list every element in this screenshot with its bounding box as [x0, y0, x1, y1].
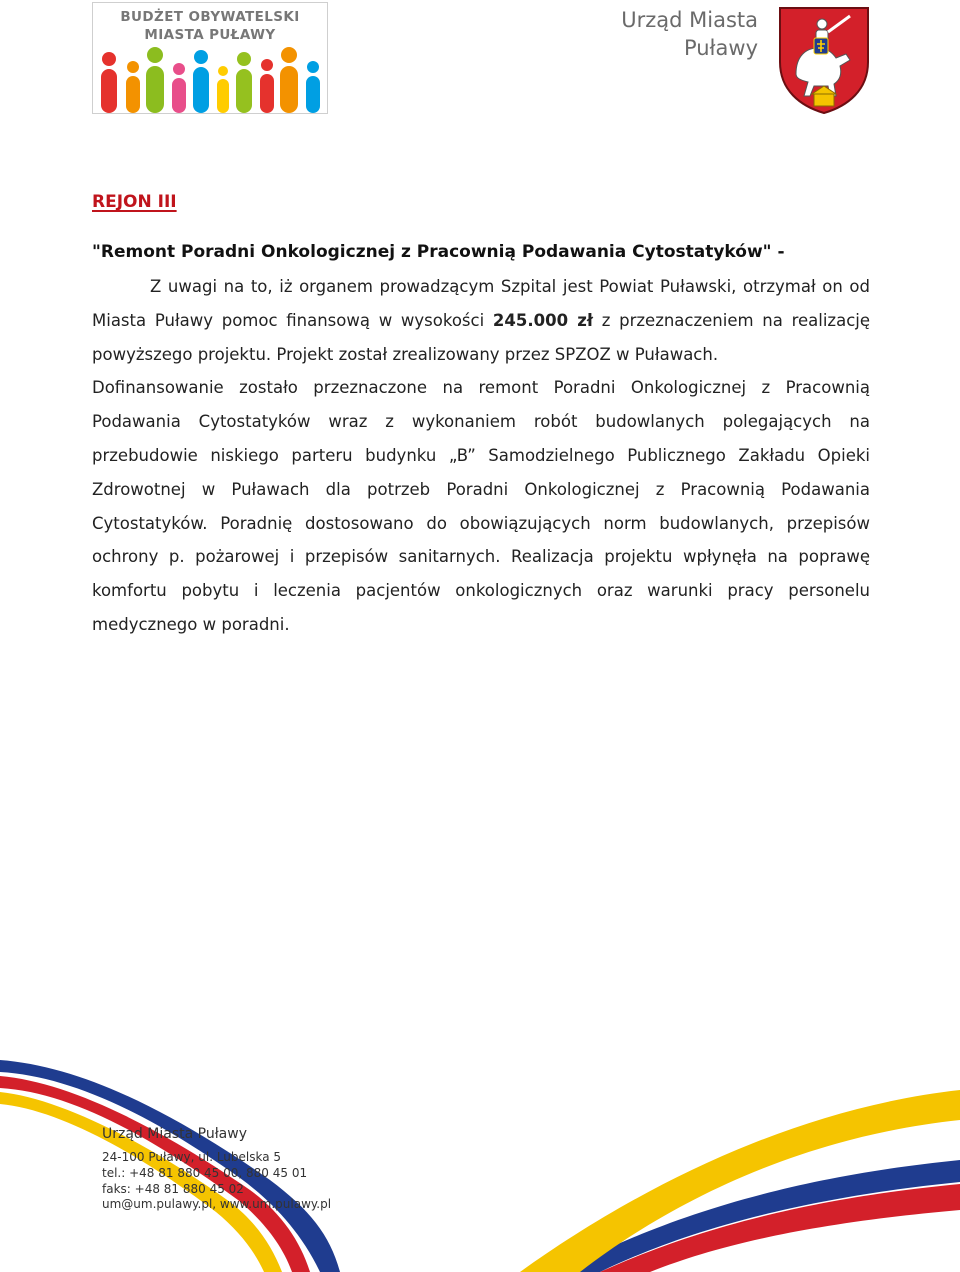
footer-contact	[102, 1124, 442, 1213]
paragraph-funding	[92, 270, 870, 371]
footer-fax: faks: +48 81 880 45 02	[102, 1181, 244, 1196]
budget-logo-line1: BUDŻET OBYWATELSKI	[120, 9, 300, 25]
region-heading: REJON III	[92, 192, 177, 212]
paragraph-funding-text-start: Z uwagi na to, iż organem prowadzącym Szpital jest Powiat Puławski, otrzymał on od Miasta Puławy pomoc finansową w wysokości	[92, 277, 870, 330]
budget-logo	[92, 2, 328, 114]
budget-logo-line2: MIASTA PUŁAWY	[144, 27, 276, 43]
project-title: "Remont Poradni Onkologicznej z Pracownią Podawania Cytostatyków" -	[92, 242, 785, 262]
city-name-line2: Puławy	[683, 36, 758, 60]
city-name	[600, 6, 758, 62]
budget-logo-text	[93, 8, 327, 44]
footer-email-web: um@um.pulawy.pl, www.um.pulawy.pl	[102, 1197, 332, 1212]
footer-address: 24-100 Puławy, ul. Lubelska 5	[102, 1150, 282, 1164]
coat-of-arms-icon	[776, 4, 872, 116]
paragraph-funding-text-end: z przeznaczeniem na realizację powyższego projektu. Projekt został zrealizowany przez SPZOZ w Puławach.	[92, 310, 871, 364]
document-body	[92, 270, 870, 642]
city-name-line1: Urząd Miasta	[621, 8, 758, 32]
footer-phone: tel.: +48 81 880 45 00, 880 45 01	[102, 1165, 308, 1180]
funding-amount: 245.000 zł	[492, 310, 594, 330]
people-figures-graphic	[93, 43, 328, 114]
paragraph-description: Dofinansowanie zostało przeznaczone na remont Poradni Onkologicznej z Pracownią Podawania Cytostatyków wraz z wykonaniem robót budowlanych polegających na przebudowie niskiego parteru budynku „B” Samodzielnego Publicznego Zakładu Opieki Zdrowotnej w Puławach dla potrzeb Poradni Onkologicznej z Pracownią Podawania Cytostatyków. Poradnię dostosowano do obowiązujących norm budowlanych, przepisów ochrony p. pożarowej i przepisów sanitarnych. Realizacja projektu wpłynęła na poprawę komfortu pobytu i leczenia pacjentów onkologicznych oraz warunki pracy personelu medycznego w poradni.	[92, 378, 870, 634]
footer-organization: Urząd Miasta Puławy	[102, 1126, 247, 1142]
